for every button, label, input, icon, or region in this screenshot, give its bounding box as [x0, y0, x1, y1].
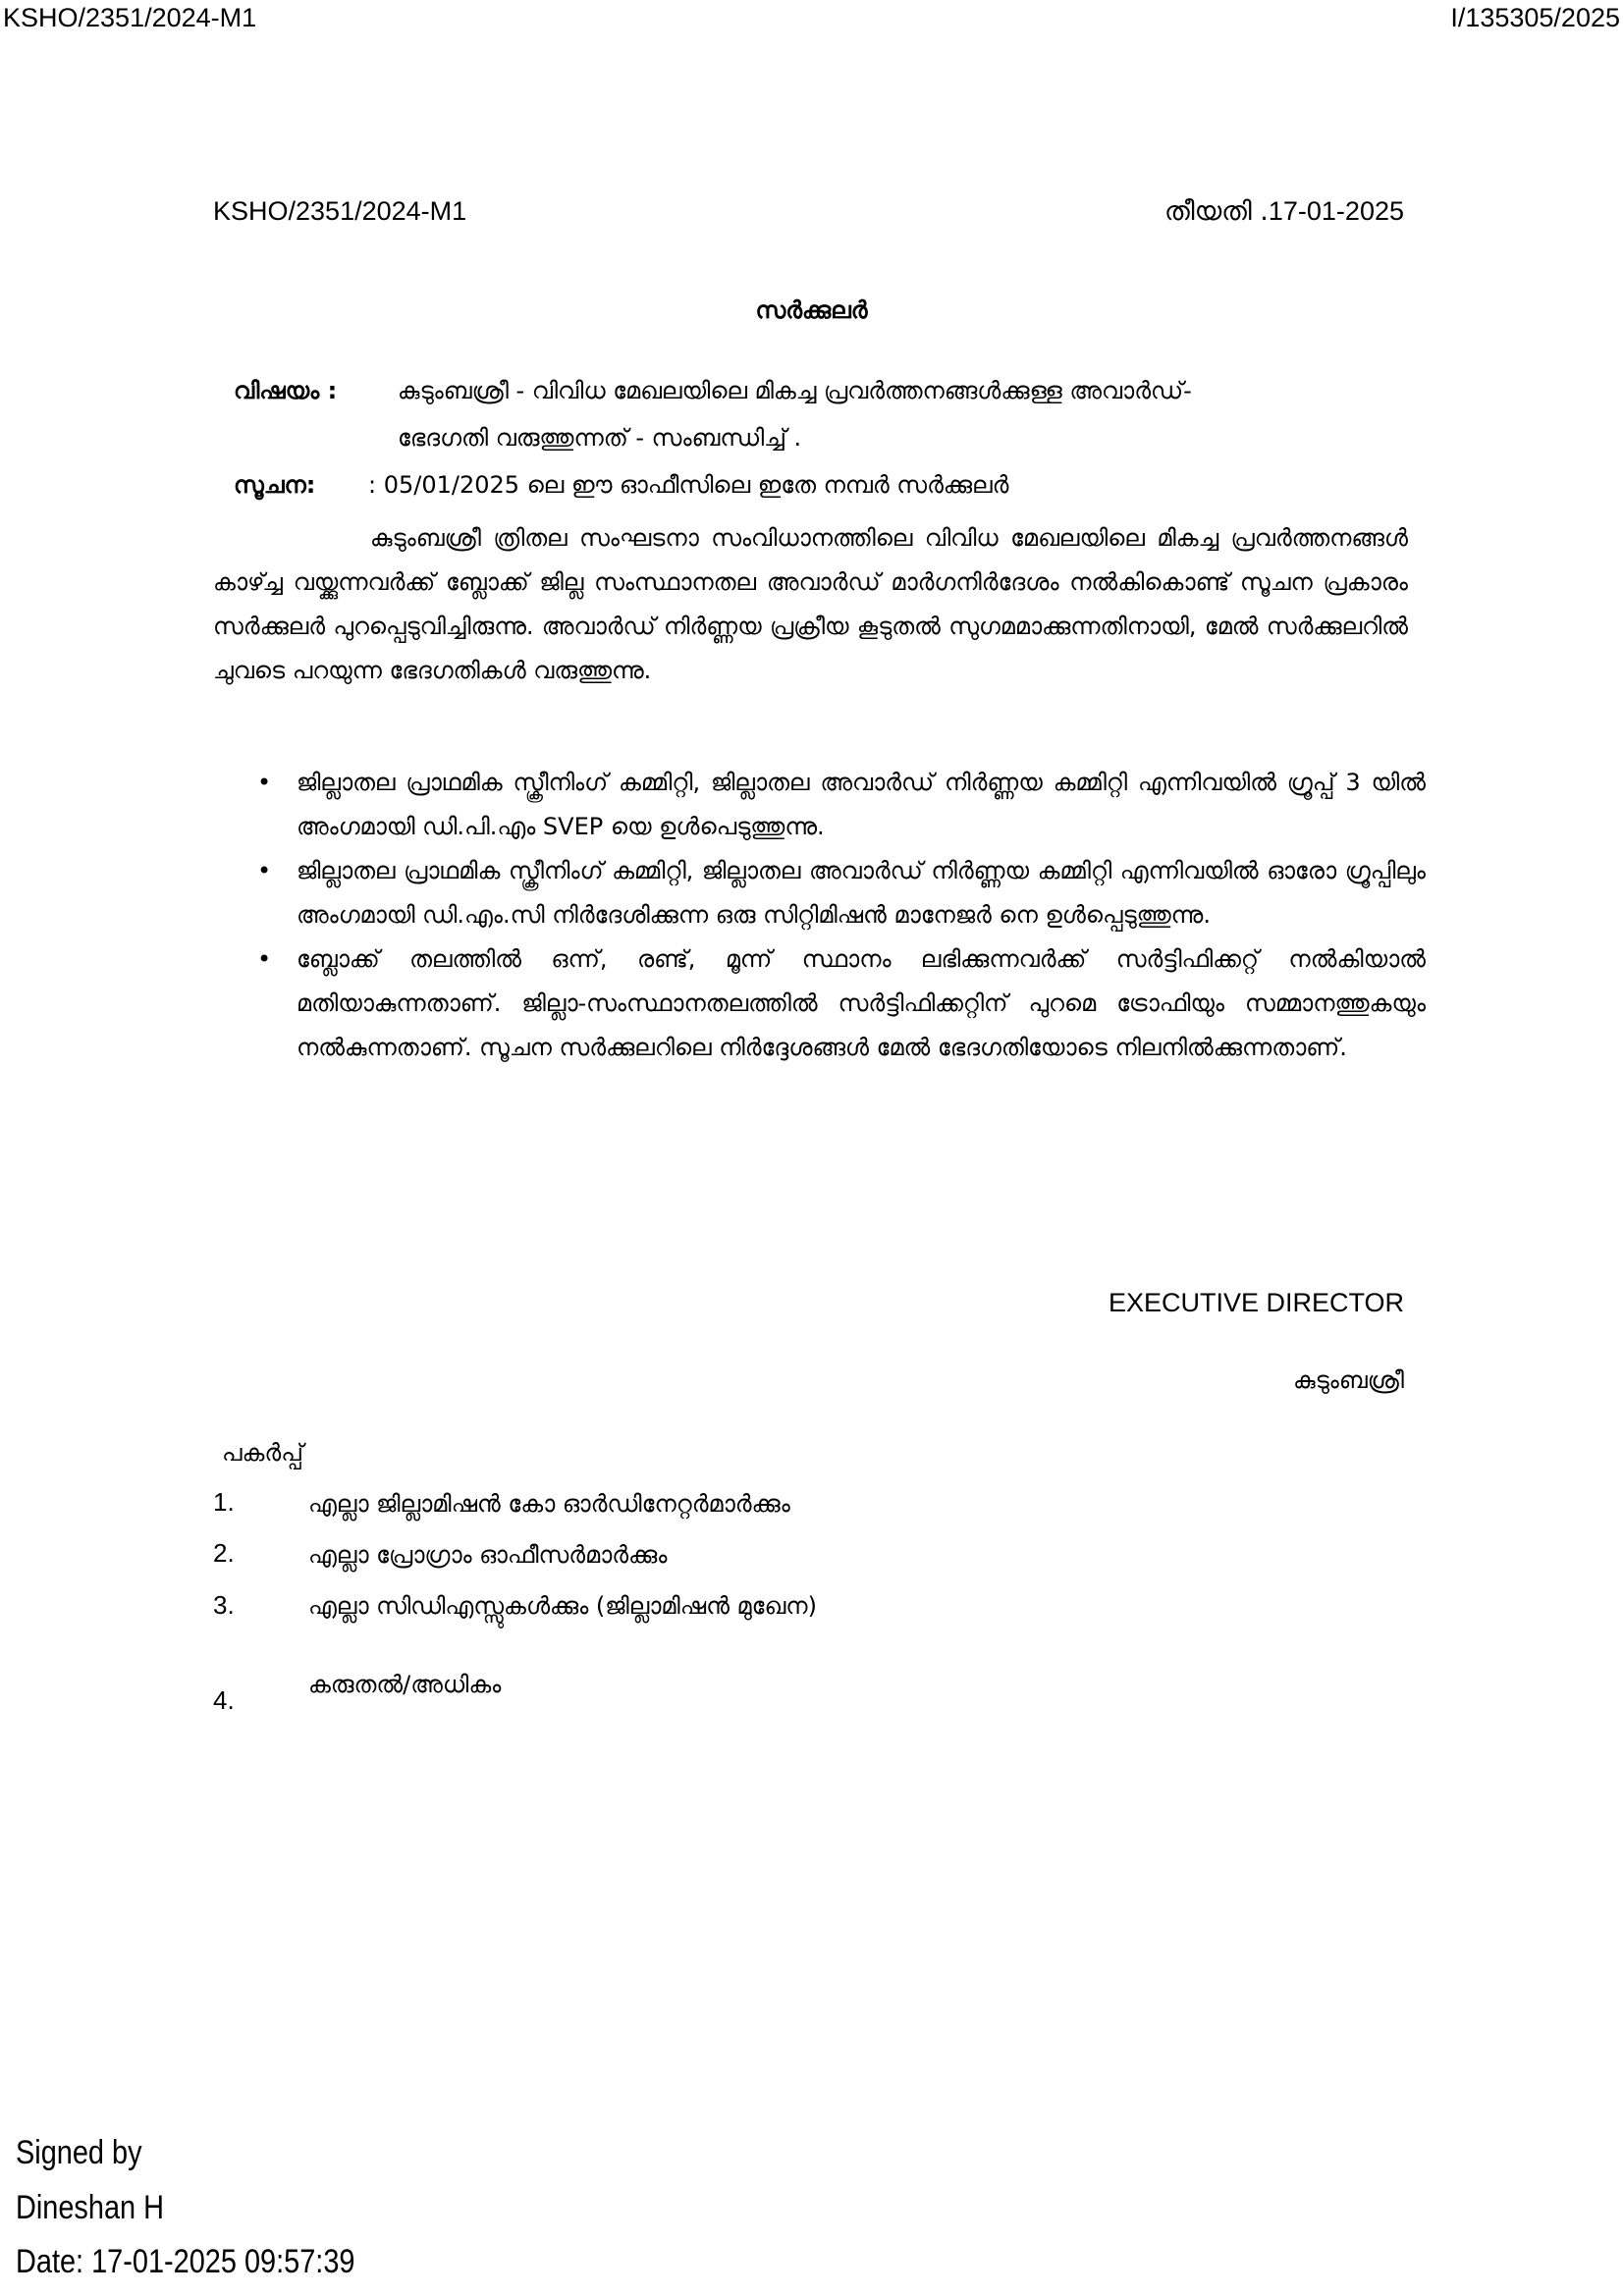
copy-recipient: കരുതൽ/അധികം [308, 1671, 502, 1698]
letter-date [1164, 196, 1404, 228]
date-value: 17-01-2025 [1268, 196, 1404, 226]
list-item-text: ജില്ലാതല പ്രാഥമിക സ്ക്രീനിംഗ് കമ്മിറ്റി, ജില്ലാതല അവാർഡ് നിർണ്ണയ കമ്മിറ്റി എന്നിവയിൽ ഗ്രൂപ്പ് 3 യിൽ അംഗമായി ഡി.പി.എം SVEP യെ ഉൾപെടുത്തുന്നു. [297, 769, 1426, 840]
header-file-number: KSHO/2351/2024-M1 [3, 3, 257, 32]
copy-recipient: എല്ലാ പ്രോഗ്രാം ഓഫീസർമാർക്കും [308, 1541, 668, 1569]
signatory-title: EXECUTIVE DIRECTOR [1108, 1288, 1404, 1317]
list-item-text: ബ്ലോക്ക് തലത്തിൽ ഒന്ന്, രണ്ട്, മൂന്ന് സ്ഥാനം ലഭിക്കുന്നവർക്ക് സർട്ടിഫിക്കറ്റ് നൽകിയാൽ മതിയാകുന്നതാണ്. ജില്ലാ-സംസ്ഥാനതലത്തിൽ സർട്ടിഫിക്കറ്റിന് പുറമെ ട്രോഫിയും സമ്മാനത്തുകയും നൽകുന്നതാണ്. സൂചന സർക്കുലറിലെ നിർദ്ദേശങ്ങൾ മേൽ ഭേദഗതിയോടെ നിലനിൽക്കുന്നതാണ്. [297, 945, 1426, 1061]
bullet-icon: • [257, 857, 272, 884]
organization-name: കുടുംബശ്രീ [1293, 1366, 1404, 1394]
subject-line-1: കുടുംബശ്രീ - വിവിധ മേഖലയിലെ മികച്ച പ്രവർത്തനങ്ങൾക്കുള്ള അവാർഡ്- [398, 377, 1192, 404]
copy-number: 2. [213, 1538, 235, 1568]
date-label: തീയതി . [1164, 196, 1269, 227]
list-item [257, 937, 1426, 1070]
copy-number: 1. [213, 1487, 235, 1517]
copy-number: 3. [213, 1590, 235, 1620]
bullet-icon: • [257, 945, 272, 973]
subject-label: വിഷയം : [234, 377, 338, 404]
subject-line-2: ഭേദഗതി വരുത്തുന്നത് - സംബന്ധിച്ച് . [398, 424, 802, 452]
copy-recipient: എല്ലാ സിഡിഎസ്സുകൾക്കും (ജില്ലാമിഷൻ മുഖേന) [308, 1592, 817, 1620]
reference-value: : 05/01/2025 ലെ ഈ ഓഫീസിലെ ഇതേ നമ്പർ സർക്കുലർ [368, 471, 1009, 499]
digital-signature-line-2: Dineshan H [16, 2189, 165, 2226]
reference-number: KSHO/2351/2024-M1 [213, 196, 467, 226]
list-item-text: ജില്ലാതല പ്രാഥമിക സ്ക്രീനിംഗ് കമ്മിറ്റി, ജില്ലാതല അവാർഡ് നിർണ്ണയ കമ്മിറ്റി എന്നിവയിൽ ഓരോ ഗ്രൂപ്പിലും അംഗമായി ഡി.എം.സി നിർദേശിക്കുന്ന ഒരു സിറ്റിമിഷൻ മാനേജർ നെ ഉൾപ്പെടുത്തുന്നു. [297, 857, 1426, 929]
copy-number: 4. [213, 1685, 235, 1715]
list-item [257, 849, 1426, 937]
list-item [257, 761, 1426, 849]
bullet-icon: • [257, 769, 272, 796]
body-paragraph: കുടുംബശ്രീ ത്രിതല സംഘടനാ സംവിധാനത്തിലെ വിവിധ മേഖലയിലെ മികച്ച പ്രവർത്തനങ്ങൾ കാഴ്ച്ച വയ്ക്കുന്നവർക്ക് ബ്ലോക്ക് ജില്ല സംസ്ഥാനതല അവാർഡ് മാർഗനിർദേശം നൽകികൊണ്ട് സൂചന പ്രകാരം സർക്കുലർ പുറപ്പെടുവിച്ചിരുന്നു. അവാർഡ് നിർണ്ണയ പ്രക്രീയ കൂടുതൽ സുഗമമാക്കുന്നതിനായി, മേൽ സർക്കുലറിൽ ചുവടെ പറയുന്ന ഭേദഗതികൾ വരുത്തുന്നു. [213, 524, 1408, 684]
amendment-list [257, 761, 1426, 1070]
reference-label: സൂചന: [234, 471, 316, 499]
copy-recipient: എല്ലാ ജില്ലാമിഷൻ കോ ഓർഡിനേറ്റർമാർക്കും [308, 1490, 790, 1518]
header-inward-number: I/135305/2025 [1450, 3, 1620, 32]
copy-label: പകർപ്പ് [222, 1439, 303, 1467]
document-title: സർക്കുലർ [755, 296, 868, 324]
digital-signature-date: Date: 17-01-2025 09:57:39 [16, 2243, 355, 2280]
digital-signature-line-1: Signed by [16, 2134, 142, 2171]
